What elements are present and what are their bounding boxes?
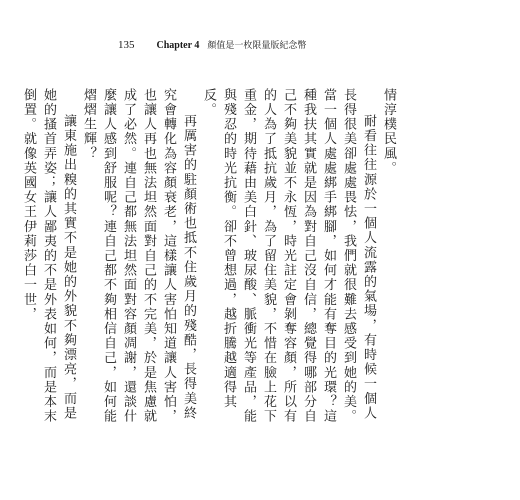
vertical-body-text <box>21 88 398 428</box>
paragraph-3: 再厲害的駐顏術也抵不住歲月的殘酷，長得美終究會轉化為容顏衰老，這樣讓人害怕知道讓人害怕，也讓人再也無法坦然面對自己的不完美，於是焦慮就成了必然。連自己都無法坦然面對容顏凋謝，還談什麼讓人感到舒服呢？連自己都不夠相信自己，如何能熠熠生輝？ <box>81 88 196 424</box>
chapter-label: Chapter 4 <box>156 40 200 51</box>
paragraph-4: 讓東施出糗的其實不是她的外貌不夠漂亮，而是她的搔首弄姿；讓人鄙夷的不是外表如何，而是本末倒置。就像英國女王伊莉莎白一世， <box>21 88 76 424</box>
paragraph-2: 耐看往往源於一個人流露的氣場，有時候一個人長得很美卻處處畏怯，我們就很難去感受到她的美。當一個人處處綁手綁腳，如何才能有奪目的光環？這種我扶其實就是因為對自己沒自信，總覺得哪部分自己不夠美貌並不永恆，時光註定會剝奪容顏，所以有的人為了抵抗歲月，為了留住美貌，不惜在臉上花下重金，期待藉由美白針、玻尿酸、脈衝光等產品，能與殘忍的時光抗衡。卻不曾想過，越折騰越適得其反。 <box>201 88 376 424</box>
running-header <box>118 38 306 51</box>
paragraph-1: 情淳樸民風。 <box>381 88 396 176</box>
chapter-title: 顏值是一枚限量版紀念幣 <box>207 41 307 51</box>
page-number: 135 <box>118 39 135 51</box>
